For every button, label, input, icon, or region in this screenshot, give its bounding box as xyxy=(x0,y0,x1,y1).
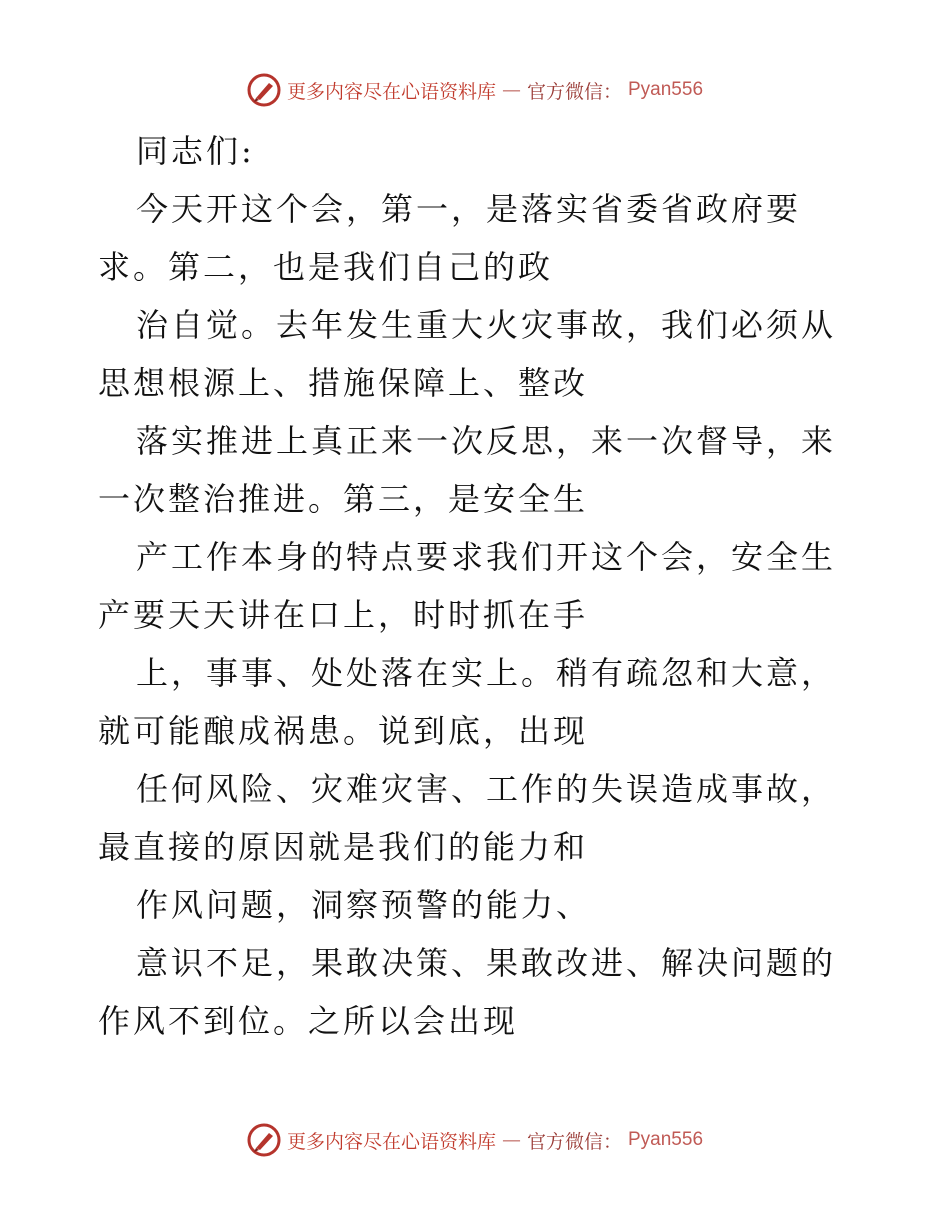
wechat-label: 官方微信： xyxy=(526,80,622,103)
paragraph-line: 上，事事、处处落在实上。稍有疏忽和大意，就可能酿成祸患。说到底，出现 xyxy=(98,654,837,750)
header-watermark-banner xyxy=(0,70,950,110)
footer-watermark-banner xyxy=(0,1120,950,1160)
pen-logo-icon xyxy=(247,1123,281,1157)
paragraph-line: 作风问题，洞察预警的能力、 xyxy=(136,886,592,924)
document-body xyxy=(98,122,868,1050)
paragraph-line: 今天开这个会，第一，是落实省委省政府要求。第二，也是我们自己的政 xyxy=(98,190,802,286)
banner-separator: — xyxy=(501,1129,521,1151)
wechat-label: 官方微信： xyxy=(526,1130,622,1153)
paragraph-line: 意识不足，果敢决策、果敢改进、解决问题的作风不到位。之所以会出现 xyxy=(98,944,837,1040)
paragraph-line: 落实推进上真正来一次反思，来一次督导，来一次整治推进。第三，是安全生 xyxy=(98,422,837,518)
site-name-text: 更多内容尽在心语资料库 xyxy=(286,1130,496,1153)
site-name-text: 更多内容尽在心语资料库 xyxy=(286,80,496,103)
pen-logo-icon xyxy=(247,73,281,107)
paragraph-line: 任何风险、灾难灾害、工作的失误造成事故，最直接的原因就是我们的能力和 xyxy=(98,770,837,866)
paragraph-line: 产工作本身的特点要求我们开这个会，安全生产要天天讲在口上，时时抓在手 xyxy=(98,538,837,634)
paragraph-salutation: 同志们: xyxy=(136,132,255,170)
wechat-id: Pyan556 xyxy=(628,1129,704,1150)
banner-separator: — xyxy=(501,79,521,101)
wechat-id: Pyan556 xyxy=(628,79,704,100)
paragraph-line: 治自觉。去年发生重大火灾事故，我们必须从思想根源上、措施保障上、整改 xyxy=(98,306,837,402)
